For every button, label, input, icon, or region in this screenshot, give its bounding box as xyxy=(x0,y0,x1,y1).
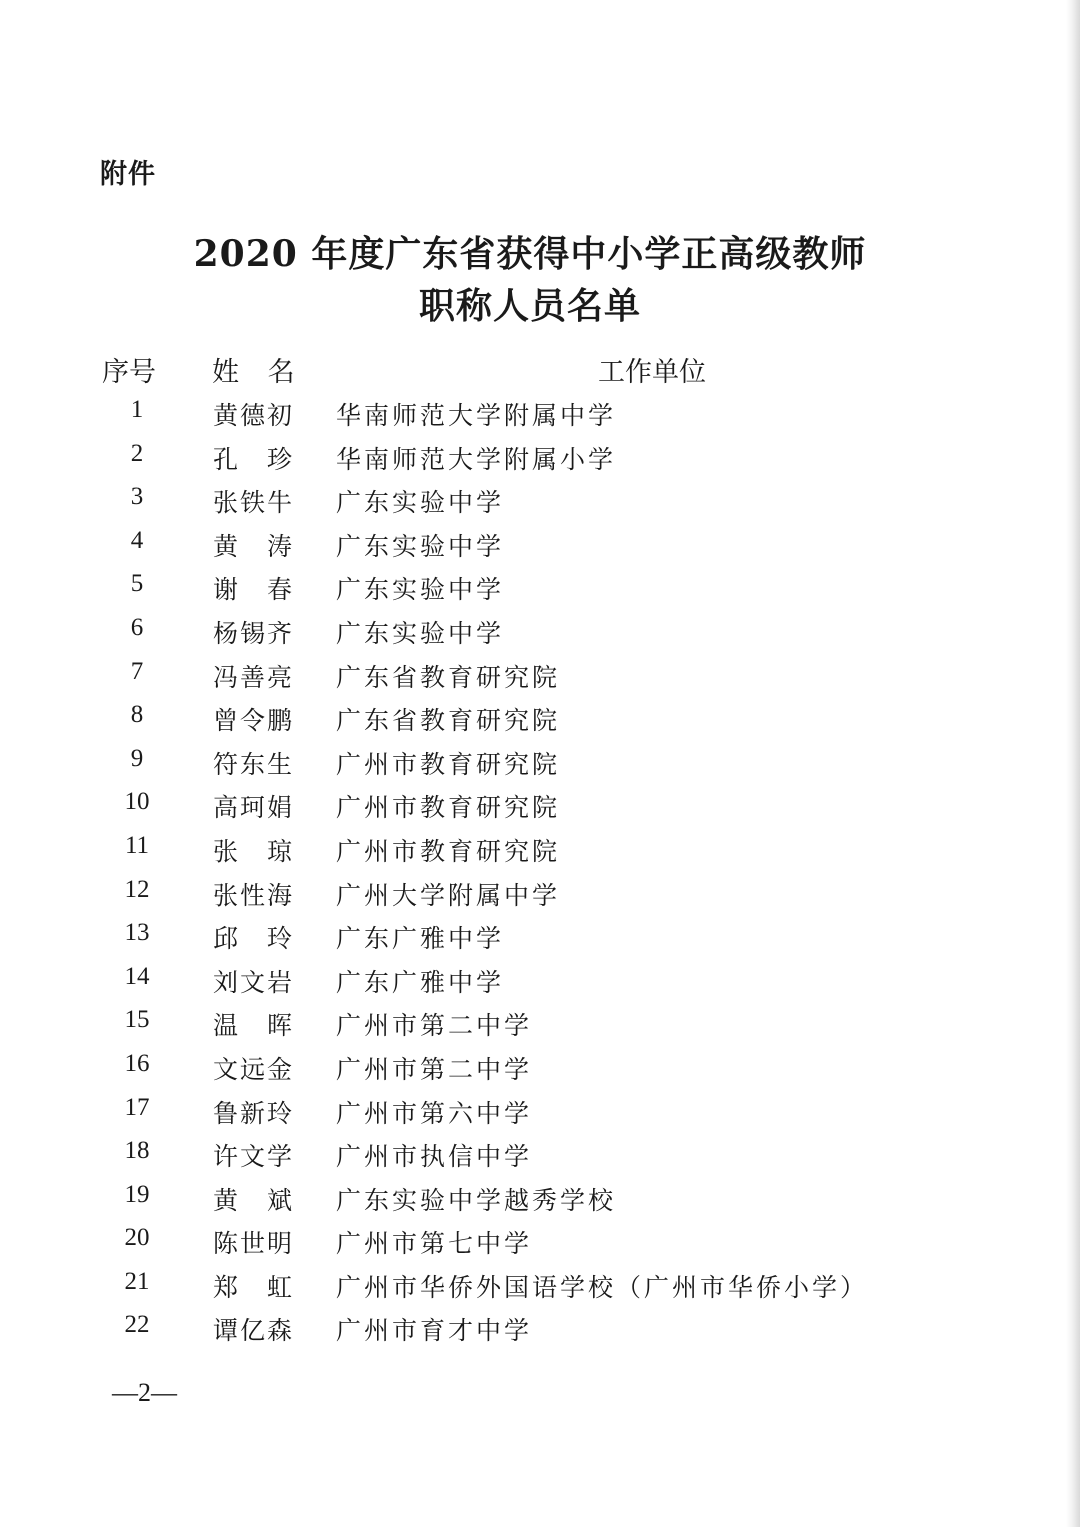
row-unit: 广东广雅中学 xyxy=(336,967,505,997)
row-seq: 5 xyxy=(130,570,144,598)
list-row xyxy=(0,564,1080,608)
row-unit: 广州市执信中学 xyxy=(336,1142,533,1172)
row-unit: 广州市第二中学 xyxy=(336,1054,533,1084)
row-seq: 11 xyxy=(124,831,150,859)
row-seq: 12 xyxy=(124,875,150,903)
row-unit: 广东实验中学 xyxy=(336,575,505,605)
row-unit: 广州市华侨外国语学校（广州市华侨小学） xyxy=(336,1272,869,1302)
row-unit: 广州市育才中学 xyxy=(336,1316,533,1346)
row-seq: 18 xyxy=(124,1137,150,1165)
row-name: 谭亿森 xyxy=(213,1316,295,1346)
list-row xyxy=(0,1000,1080,1044)
row-name: 杨锡齐 xyxy=(213,618,295,648)
row-seq: 6 xyxy=(130,613,144,641)
row-seq: 4 xyxy=(130,526,144,554)
row-unit: 广州市第二中学 xyxy=(336,1011,533,1041)
row-name: 冯善亮 xyxy=(213,662,295,692)
title-line-2: 职称人员名单 xyxy=(418,285,641,327)
row-name: 黄 斌 xyxy=(213,1185,295,1215)
list-row xyxy=(0,390,1080,434)
list-row xyxy=(0,1044,1080,1088)
list-row xyxy=(0,1305,1080,1349)
row-seq: 7 xyxy=(130,657,144,685)
row-name: 谢 春 xyxy=(213,575,295,605)
list-row xyxy=(0,434,1080,478)
row-unit: 广东实验中学 xyxy=(336,618,505,648)
row-seq: 14 xyxy=(124,962,150,990)
row-seq: 21 xyxy=(124,1267,150,1295)
list-row xyxy=(0,652,1080,696)
row-unit: 广东实验中学 xyxy=(336,531,505,561)
row-name: 温 晖 xyxy=(213,1011,295,1041)
title-line-1: 2020 年度广东省获得中小学正高级教师 xyxy=(193,233,867,275)
row-seq: 3 xyxy=(130,483,144,511)
list-row xyxy=(0,739,1080,783)
row-seq: 16 xyxy=(124,1049,150,1077)
row-unit: 广州市第六中学 xyxy=(336,1098,533,1128)
row-seq: 15 xyxy=(124,1006,150,1034)
row-unit: 华南师范大学附属小学 xyxy=(336,444,617,474)
name-list xyxy=(0,390,1080,1349)
row-seq: 13 xyxy=(124,919,150,947)
row-name: 张铁牛 xyxy=(213,488,295,518)
row-unit: 广州市教育研究院 xyxy=(336,836,561,866)
row-name: 黄德初 xyxy=(213,401,295,430)
row-seq: 2 xyxy=(130,439,144,467)
list-row xyxy=(0,782,1080,826)
row-name: 曾令鹏 xyxy=(213,706,295,736)
row-unit: 广东省教育研究院 xyxy=(336,706,561,736)
row-name: 陈世明 xyxy=(213,1229,295,1259)
list-row xyxy=(0,1131,1080,1175)
list-row xyxy=(0,826,1080,870)
row-seq: 1 xyxy=(130,396,144,423)
row-name: 张 琼 xyxy=(213,836,295,866)
row-seq: 20 xyxy=(124,1224,150,1252)
list-row xyxy=(0,477,1080,521)
list-row xyxy=(0,1175,1080,1219)
row-seq: 17 xyxy=(124,1093,150,1121)
row-seq: 9 xyxy=(130,744,144,772)
list-row xyxy=(0,1088,1080,1132)
list-row xyxy=(0,521,1080,565)
row-name: 许文学 xyxy=(213,1142,295,1172)
list-row xyxy=(0,1218,1080,1262)
row-name: 孔 珍 xyxy=(213,444,295,474)
row-unit: 广东实验中学 xyxy=(336,488,505,518)
row-name: 张性海 xyxy=(213,880,295,910)
row-name: 文远金 xyxy=(213,1054,295,1084)
row-unit: 广州市教育研究院 xyxy=(336,749,561,779)
row-seq: 10 xyxy=(124,788,150,816)
column-header-name: 姓 名 xyxy=(212,357,305,388)
row-unit: 广州市第七中学 xyxy=(336,1229,533,1259)
row-unit: 广东广雅中学 xyxy=(336,924,505,954)
row-name: 黄 涛 xyxy=(213,531,295,561)
page-number: —2— xyxy=(112,1378,177,1407)
list-row xyxy=(0,608,1080,652)
list-row xyxy=(0,957,1080,1001)
column-header-unit: 工作单位 xyxy=(598,357,706,388)
row-seq: 22 xyxy=(124,1311,150,1339)
row-name: 郑 虹 xyxy=(213,1272,295,1302)
row-unit: 广州大学附属中学 xyxy=(336,880,561,910)
list-row xyxy=(0,913,1080,957)
attachment-label: 附件 xyxy=(100,159,156,190)
row-name: 鲁新玲 xyxy=(213,1098,295,1128)
row-name: 高珂娟 xyxy=(213,793,295,823)
list-row xyxy=(0,870,1080,914)
row-unit: 华南师范大学附属中学 xyxy=(336,401,617,430)
row-unit: 广州市教育研究院 xyxy=(336,793,561,823)
row-unit: 广东实验中学越秀学校 xyxy=(336,1185,617,1215)
column-header-seq: 序号 xyxy=(102,357,156,388)
row-seq: 8 xyxy=(130,701,144,729)
list-row xyxy=(0,1262,1080,1306)
row-unit: 广东省教育研究院 xyxy=(336,662,561,692)
row-name: 邱 玲 xyxy=(213,924,295,954)
row-name: 刘文岩 xyxy=(213,967,295,997)
list-row xyxy=(0,695,1080,739)
row-name: 符东生 xyxy=(213,749,295,779)
row-seq: 19 xyxy=(124,1180,150,1208)
